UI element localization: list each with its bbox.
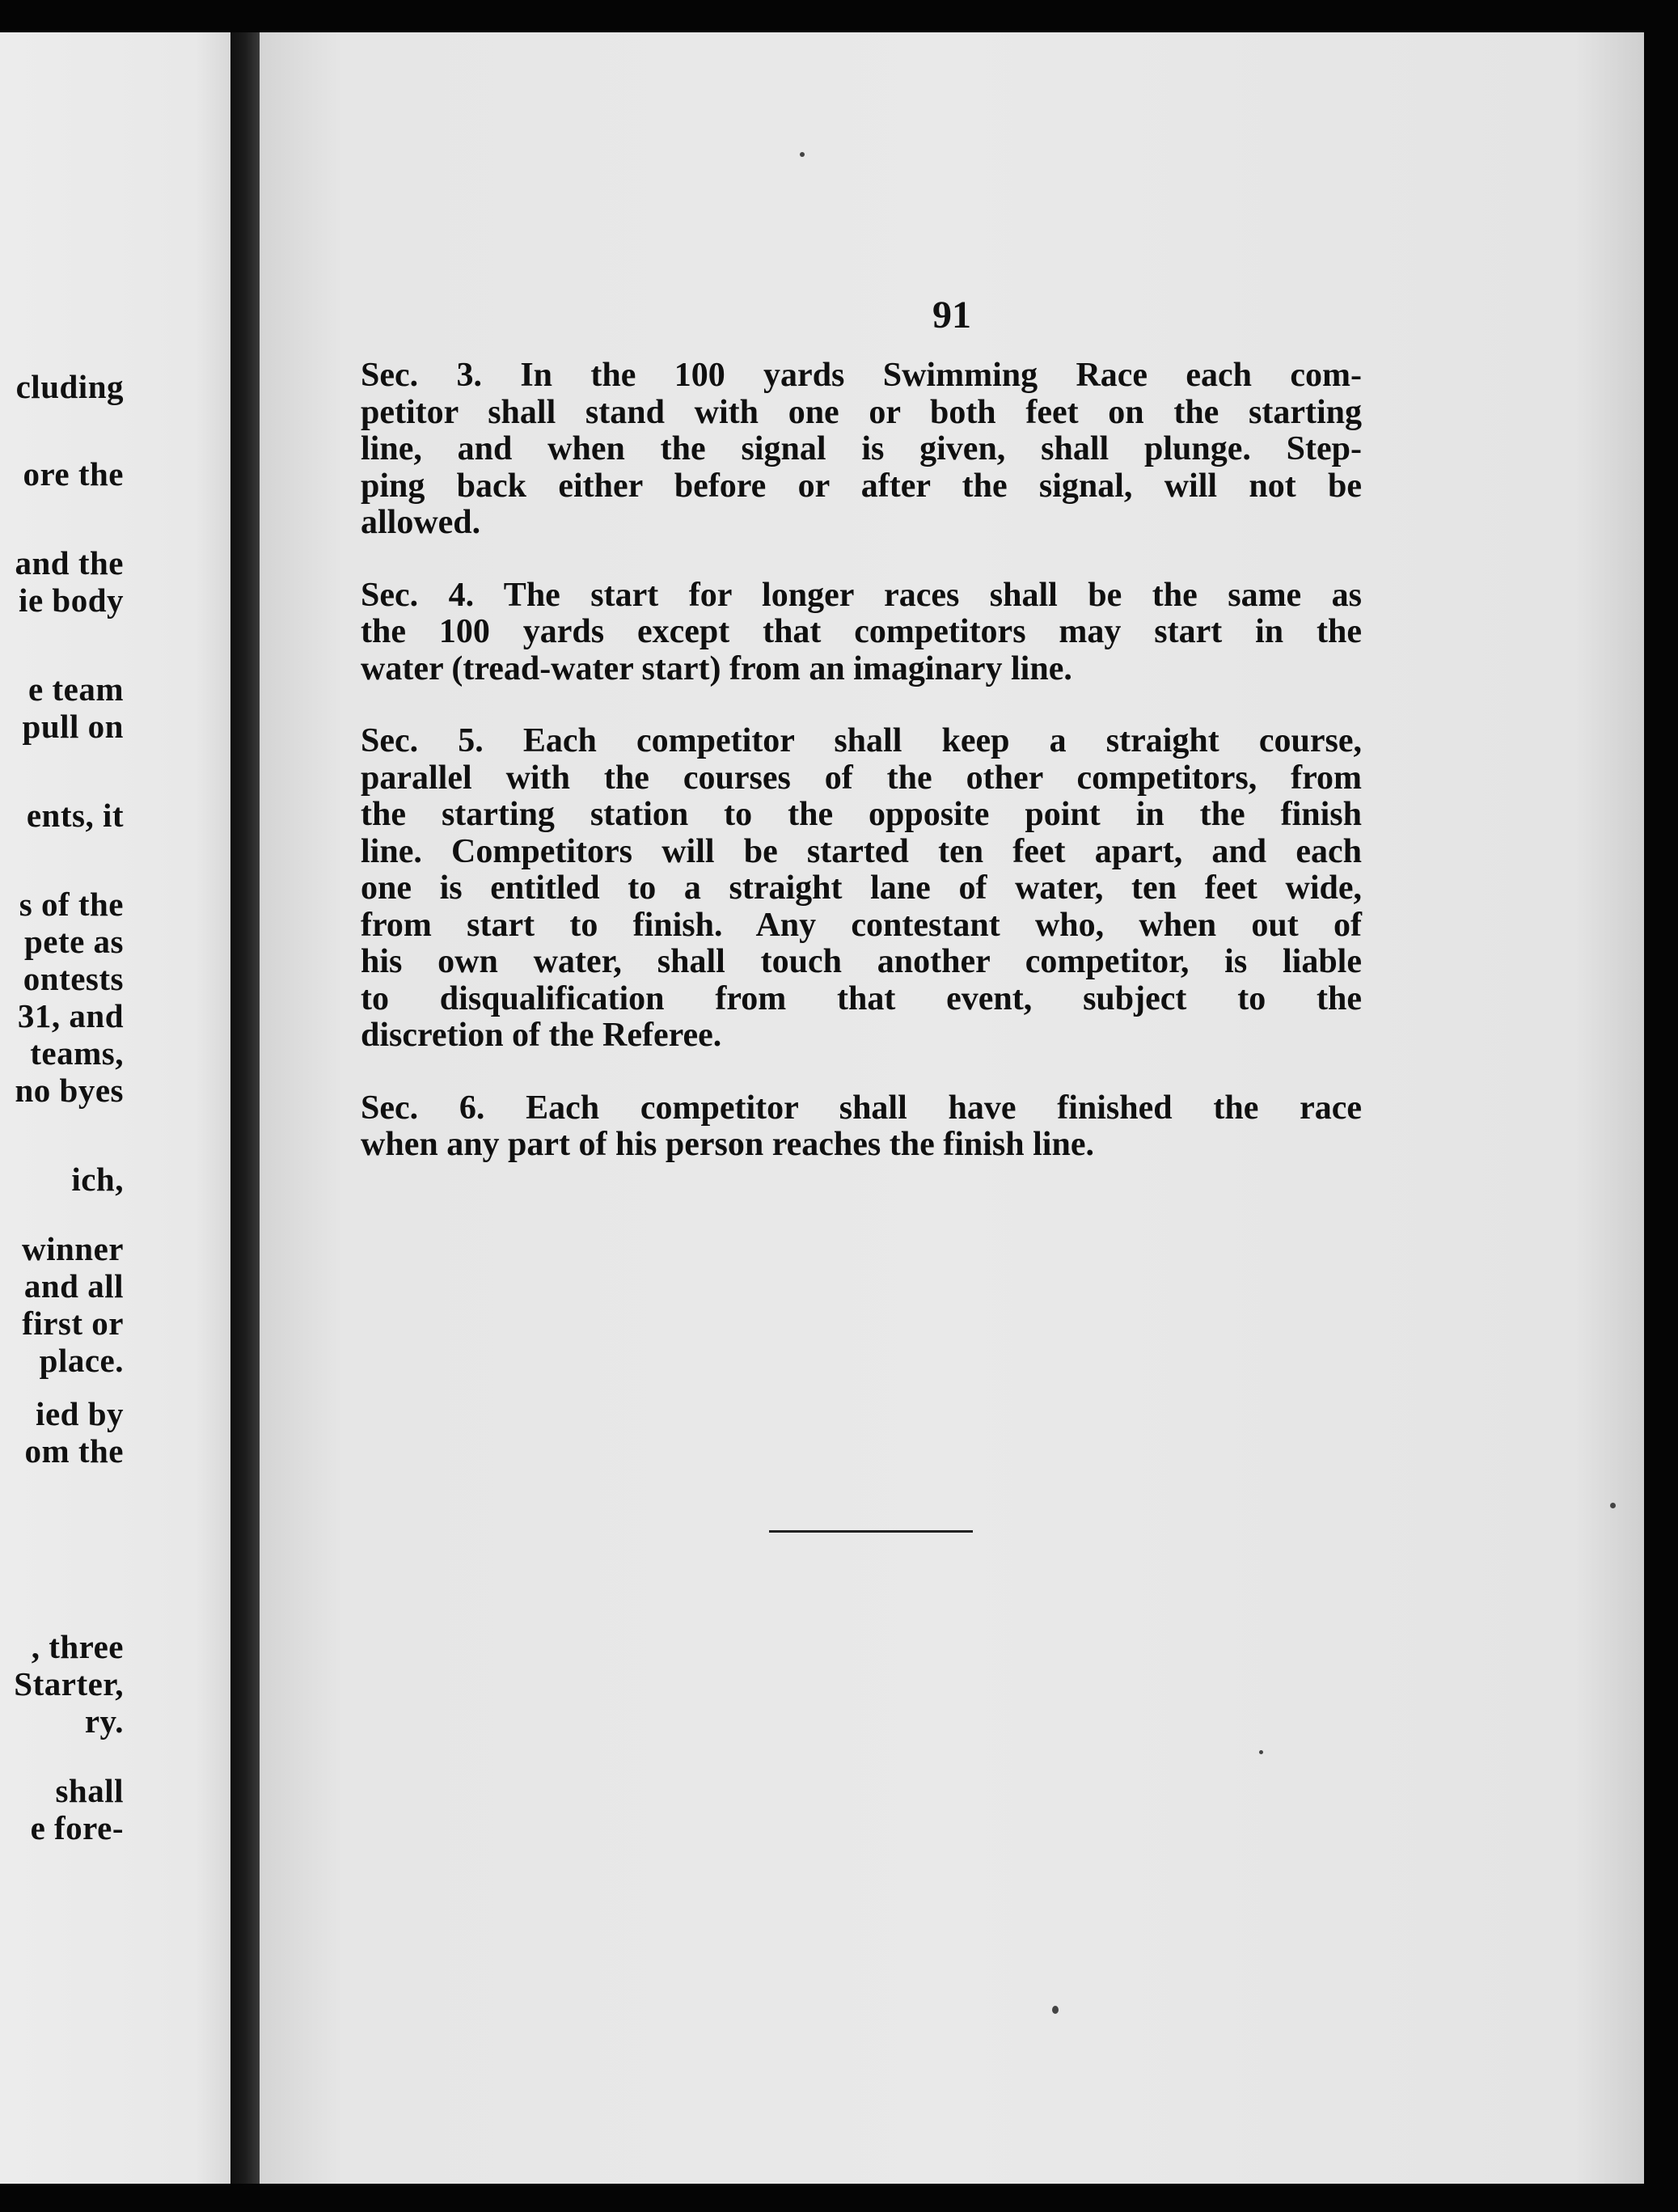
section-3 [361, 357, 1362, 542]
left-page-fragment [0, 32, 230, 2184]
left-line: ich, [71, 1161, 124, 1198]
left-line: e team [28, 670, 124, 708]
left-line: and the [15, 544, 124, 582]
text-line: allowed. [361, 504, 481, 541]
text-line: one is entitled to a straight lane of water, ten feet wide, [361, 869, 1362, 907]
text-line: his own water, shall touch another competitor, is liable [361, 943, 1362, 980]
scan-speck [800, 152, 805, 157]
text-line: petitor shall stand with one or both feet on the starting [361, 393, 1362, 431]
scan-speck [1259, 1750, 1263, 1754]
text-line: water (tread-water start) from an imaginary line. [361, 649, 1072, 687]
scan-speck [1610, 1503, 1616, 1508]
left-line: ie body [19, 582, 124, 619]
text-line: ping back either before or after the signal, will not be [361, 467, 1362, 505]
left-line: shall [55, 1772, 124, 1809]
left-line: first or [22, 1305, 124, 1342]
left-line: e fore- [30, 1809, 124, 1846]
text-line: Sec. 3. In the 100 yards Swimming Race each com- [361, 357, 1362, 394]
left-line: ontests [23, 960, 124, 997]
text-line: the starting station to the opposite point in the finish [361, 796, 1362, 833]
left-line: ied by [36, 1395, 124, 1432]
text-line: line, and when the signal is given, shall plunge. Step- [361, 430, 1362, 467]
text-line: from start to finish. Any contestant who, when out of [361, 906, 1362, 944]
left-line: cluding [15, 368, 124, 405]
left-line: no byes [15, 1072, 124, 1109]
book-gutter [230, 32, 260, 2184]
left-line: ore the [23, 455, 124, 493]
left-line: pull on [22, 708, 124, 745]
left-line: , three [31, 1628, 124, 1665]
left-line: ents, it [26, 797, 124, 834]
left-line: om the [24, 1432, 124, 1470]
section-4 [361, 577, 1362, 688]
text-line: when any part of his person reaches the finish line. [361, 1126, 1094, 1163]
left-line: winner [22, 1230, 124, 1267]
left-line: and all [23, 1267, 124, 1305]
text-line: the 100 yards except that competitors may start in the [361, 613, 1362, 650]
section-5 [361, 723, 1362, 1055]
text-line: discretion of the Referee. [361, 1017, 722, 1054]
left-line: s of the [19, 886, 124, 923]
left-line: ry. [84, 1702, 124, 1740]
text-line: to disqualification from that event, subject to the [361, 979, 1362, 1017]
end-rule [769, 1530, 973, 1533]
page-number: 91 [932, 294, 971, 336]
text-line: Sec. 5. Each competitor shall keep a straight course, [361, 722, 1362, 759]
text-line: line. Competitors will be started ten feet apart, and each [361, 832, 1362, 870]
left-line: 31, and [17, 997, 124, 1034]
text-line: Sec. 6. Each competitor shall have finished the race [361, 1089, 1362, 1127]
left-line: teams, [30, 1034, 124, 1072]
page-body [361, 357, 1362, 1199]
scan-speck [1052, 2006, 1059, 2014]
left-line: place. [39, 1342, 124, 1379]
section-6 [361, 1090, 1362, 1164]
right-page [260, 32, 1644, 2184]
left-line: pete as [23, 923, 124, 960]
text-line: Sec. 4. The start for longer races shall be the same as [361, 576, 1362, 614]
left-line: Starter, [14, 1665, 124, 1702]
text-line: parallel with the courses of the other competitors, from [361, 759, 1362, 797]
